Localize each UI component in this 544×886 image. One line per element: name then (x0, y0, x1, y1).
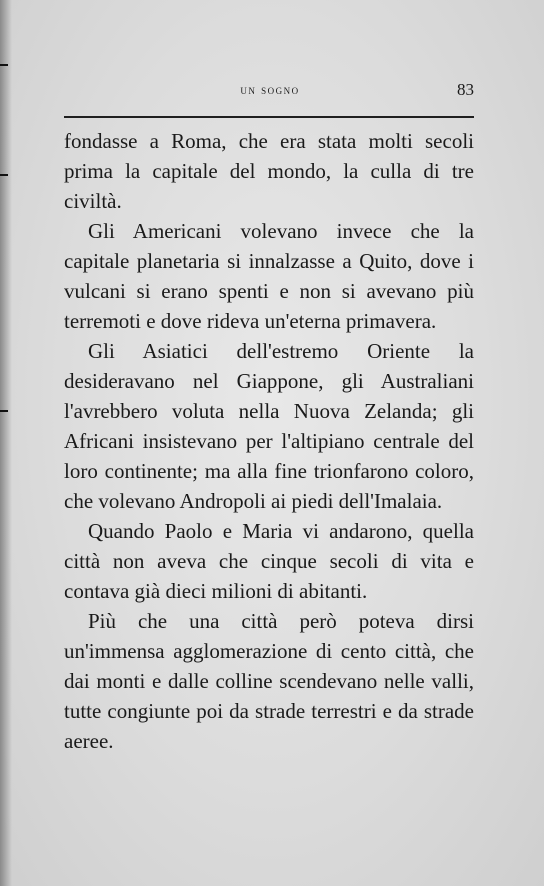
paragraph: Quando Paolo e Maria vi andarono, quella città non aveva che cinque secoli di vita e contava già dieci milioni di abitanti. (64, 519, 474, 603)
edge-mark (0, 410, 8, 412)
header-rule (64, 116, 474, 118)
running-head-title: un sogno (240, 82, 300, 97)
edge-mark (0, 64, 8, 66)
paragraph: Gli Americani volevano invece che la capitale planetaria si innalzasse a Quito, dove i vulcani si erano spenti e non si avevano più terremoti e dove rideva un'eterna primavera. (64, 219, 474, 333)
binding-shadow (0, 0, 12, 886)
paragraph: Più che una città però poteva dirsi un'immensa agglomerazione di cento città, che dai monti e dalle colline scendevano nelle valli, tutte congiunte poi da strade terrestri e da strade aeree. (64, 609, 474, 753)
page-number: 83 (457, 80, 474, 99)
paragraph: fondasse a Roma, che era stata molti secoli prima la capitale del mondo, la culla di tre civiltà. (64, 129, 474, 213)
running-head (64, 80, 476, 102)
body-text (64, 126, 474, 756)
paragraph: Gli Asiatici dell'estremo Oriente la desideravano nel Giappone, gli Australiani l'avrebbero voluta nella Nuova Zelanda; gli Africani insistevano per l'altipiano centrale del loro continente; ma alla fine trionfarono coloro, che volevano Andropoli ai piedi dell'Imalaia. (64, 339, 474, 513)
edge-mark (0, 174, 8, 176)
